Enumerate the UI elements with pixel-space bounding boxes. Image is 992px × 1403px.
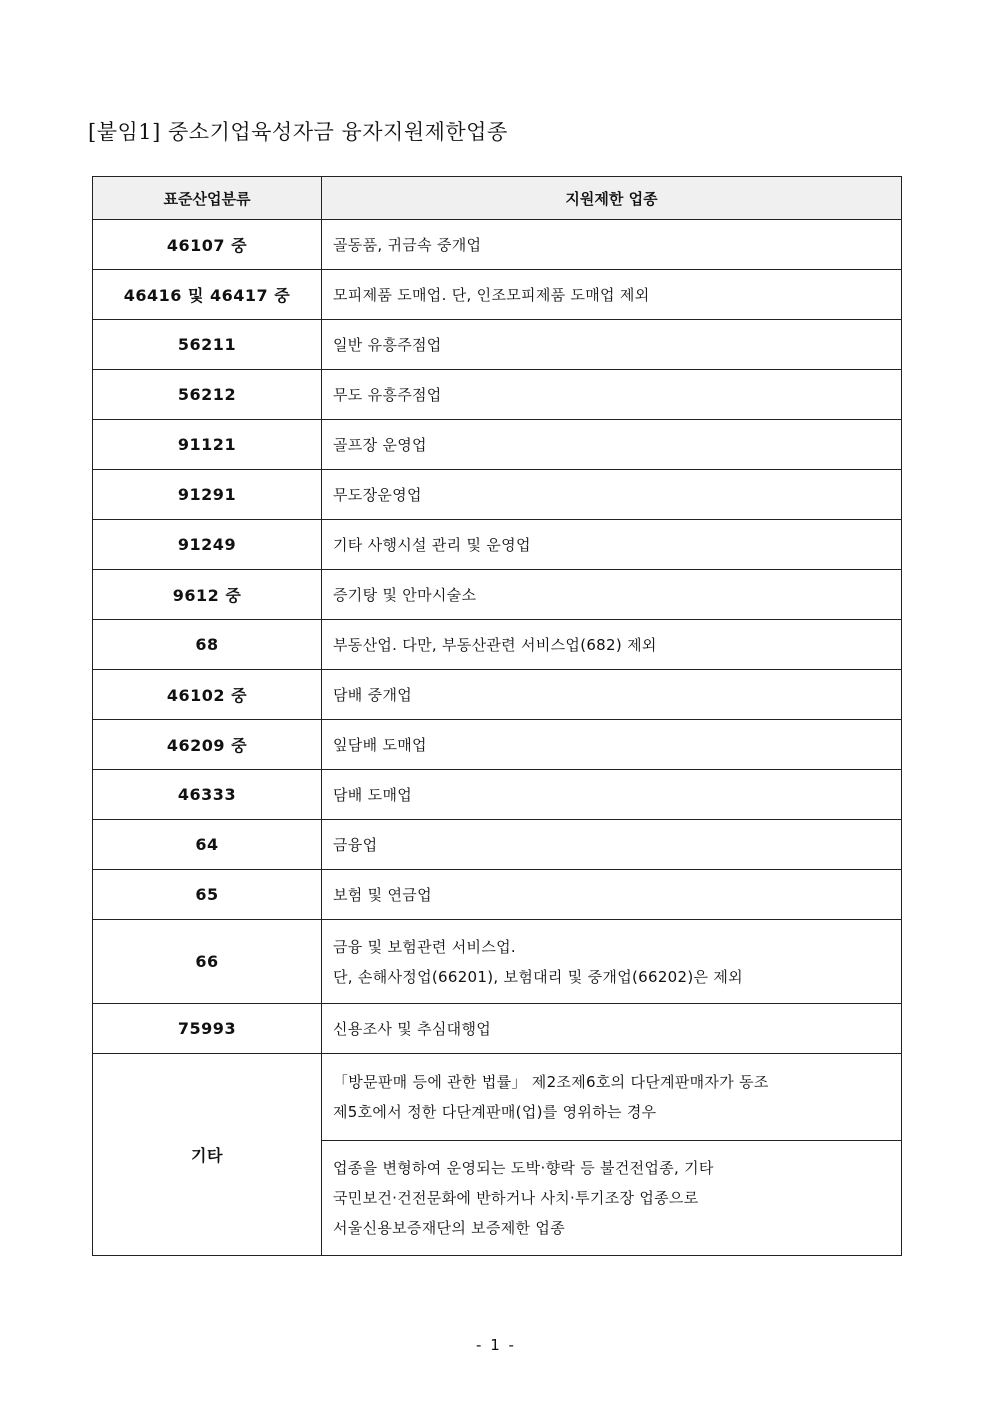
desc-line: 담배 도매업 [333, 785, 413, 804]
restriction-desc-cell [322, 270, 902, 320]
desc-line: 금융업 [333, 835, 378, 854]
restricted-industry-table [92, 176, 902, 1256]
desc-line: 모피제품 도매업. 단, 인조모피제품 도매업 제외 [333, 285, 650, 304]
desc-line: 담배 중개업 [333, 685, 413, 704]
industry-code-cell: 56212 [93, 370, 322, 420]
desc-line: 골동품, 귀금속 중개업 [333, 235, 482, 254]
desc-line: 잎담배 도매업 [333, 735, 427, 754]
table-row [93, 520, 902, 570]
table-row [93, 270, 902, 320]
desc-line: 「방문판매 등에 관한 법률」 제2조제6호의 다단계판매자가 동조 [333, 1073, 769, 1091]
desc-line: 기타 사행시설 관리 및 운영업 [333, 535, 531, 554]
restriction-desc-cell [322, 620, 902, 670]
desc-line: 국민보건·건전문화에 반하거나 사치·투기조장 업종으로 [333, 1189, 699, 1207]
document-title: [붙임1] 중소기업육성자금 융자지원제한업종 [88, 120, 508, 144]
table-row [93, 920, 902, 1004]
industry-code-cell: 68 [93, 620, 322, 670]
restriction-desc-cell [322, 570, 902, 620]
industry-code-cell: 65 [93, 870, 322, 920]
desc-line: 제5호에서 정한 다단계판매(업)를 영위하는 경우 [333, 1103, 657, 1121]
restriction-desc-cell [322, 220, 902, 270]
desc-line: 서울신용보증재단의 보증제한 업종 [333, 1219, 565, 1237]
industry-code-cell: 91121 [93, 420, 322, 470]
industry-code-cell: 46107 중 [93, 220, 322, 270]
table-row [93, 1004, 902, 1054]
desc-line: 단, 손해사정업(66201), 보험대리 및 중개업(66202)은 제외 [333, 967, 743, 986]
table-row [93, 870, 902, 920]
table-row [93, 370, 902, 420]
table-row [93, 820, 902, 870]
desc-line: 금융 및 보험관련 서비스업. [333, 937, 516, 956]
desc-line: 무도장운영업 [333, 485, 422, 504]
industry-code-cell: 기타 [93, 1054, 322, 1256]
table-row [93, 470, 902, 520]
restriction-desc-cell [322, 1004, 902, 1054]
table-row [93, 570, 902, 620]
desc-line: 신용조사 및 추심대행업 [333, 1019, 492, 1038]
desc-line: 보험 및 연금업 [333, 885, 432, 904]
industry-code-cell: 64 [93, 820, 322, 870]
table-row [93, 320, 902, 370]
restriction-desc-cell [322, 920, 902, 1004]
header-industry-code: 표준산업분류 [93, 177, 322, 220]
desc-line: 무도 유흥주점업 [333, 385, 442, 404]
restriction-desc-cell [322, 820, 902, 870]
industry-code-cell: 46102 중 [93, 670, 322, 720]
table-row [93, 420, 902, 470]
restriction-desc-cell [322, 420, 902, 470]
restriction-desc-cell [322, 1054, 902, 1141]
table-row [93, 620, 902, 670]
table-row [93, 670, 902, 720]
industry-code-cell: 46416 및 46417 중 [93, 270, 322, 320]
restriction-desc-cell [322, 320, 902, 370]
table-row-etc [93, 1054, 902, 1141]
restriction-desc-cell [322, 720, 902, 770]
industry-code-cell: 46209 중 [93, 720, 322, 770]
industry-code-cell: 66 [93, 920, 322, 1004]
desc-line: 골프장 운영업 [333, 435, 427, 454]
industry-code-cell: 91291 [93, 470, 322, 520]
desc-line: 업종을 변형하여 운영되는 도박·향락 등 불건전업종, 기타 [333, 1159, 714, 1177]
industry-code-cell: 56211 [93, 320, 322, 370]
table-row [93, 220, 902, 270]
desc-line: 증기탕 및 안마시술소 [333, 585, 477, 604]
page-number: - 1 - [476, 1336, 516, 1354]
industry-code-cell: 75993 [93, 1004, 322, 1054]
table-header-row [93, 177, 902, 220]
desc-line: 부동산업. 다만, 부동산관련 서비스업(682) 제외 [333, 635, 657, 654]
desc-line: 일반 유흥주점업 [333, 335, 442, 354]
table-row [93, 770, 902, 820]
restriction-desc-cell [322, 370, 902, 420]
header-restricted-business: 지원제한 업종 [322, 177, 902, 220]
restriction-desc-cell [322, 770, 902, 820]
restriction-desc-cell [322, 870, 902, 920]
restriction-desc-cell [322, 670, 902, 720]
industry-code-cell: 46333 [93, 770, 322, 820]
restriction-desc-cell [322, 1141, 902, 1256]
industry-code-cell: 91249 [93, 520, 322, 570]
restriction-desc-cell [322, 520, 902, 570]
restriction-desc-cell [322, 470, 902, 520]
industry-code-cell: 9612 중 [93, 570, 322, 620]
table-row [93, 720, 902, 770]
